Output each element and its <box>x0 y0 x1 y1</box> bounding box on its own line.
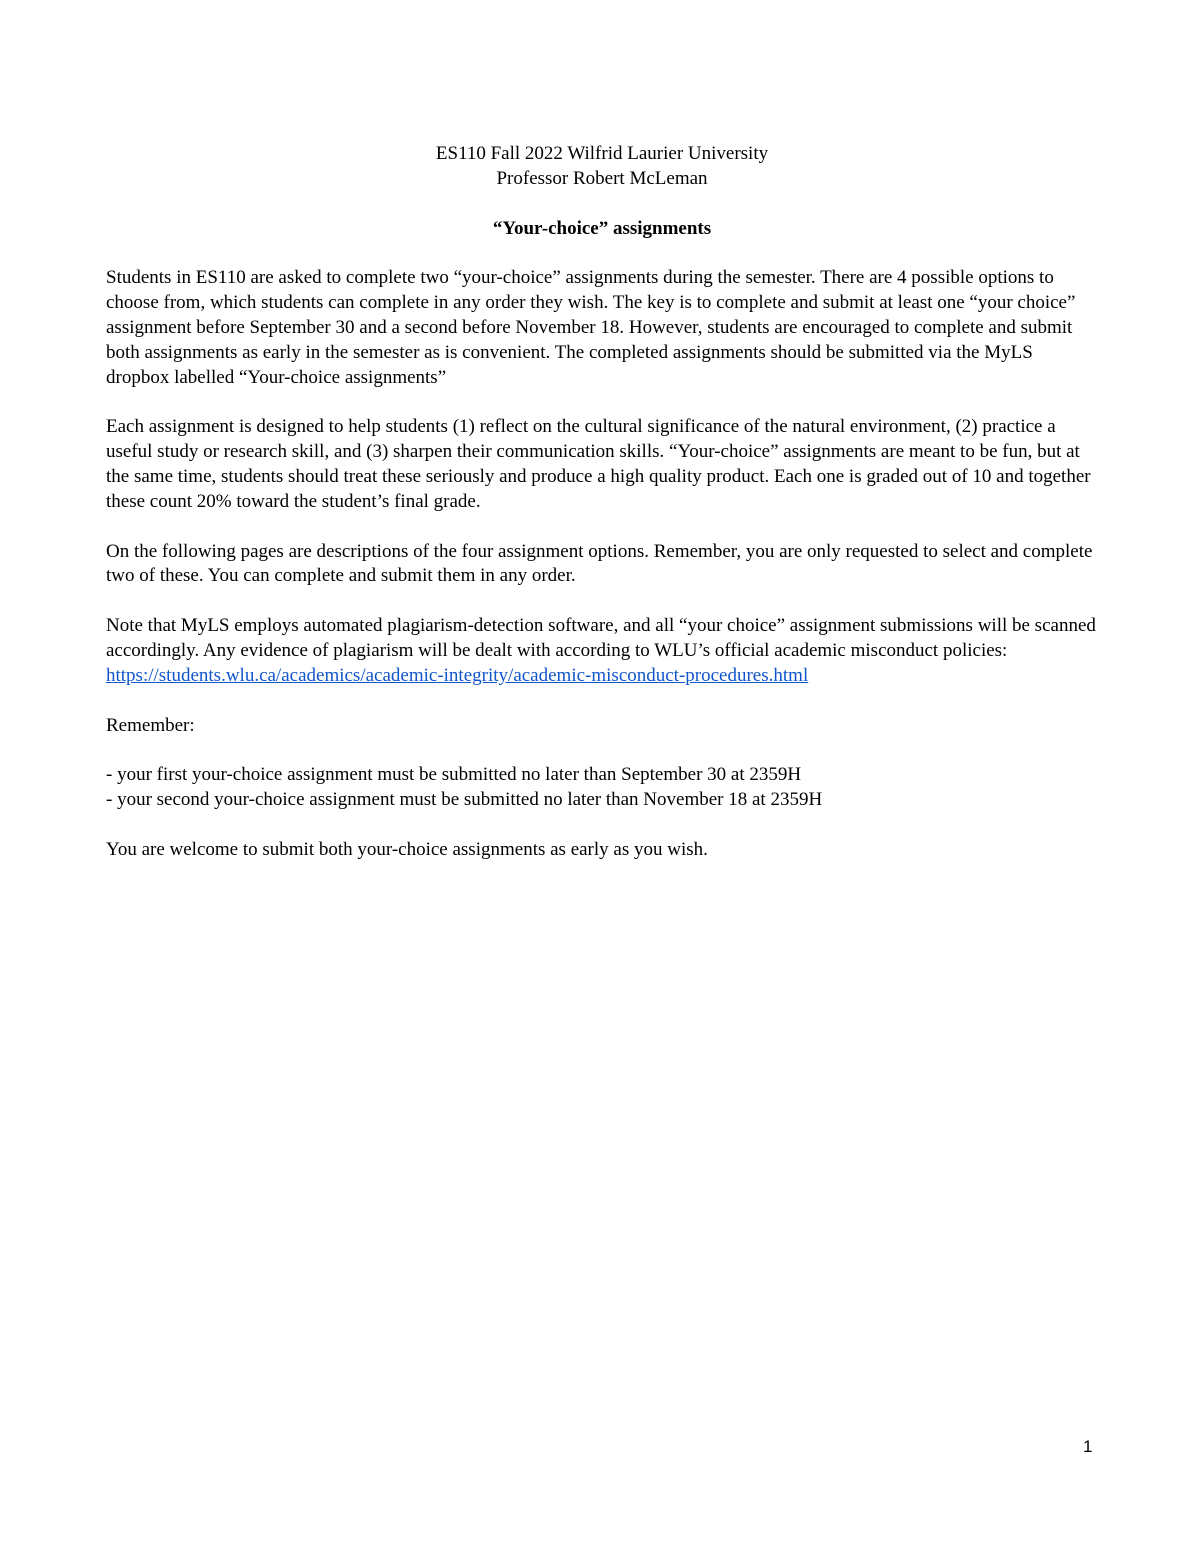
deadline-item-second: - your second your-choice assignment must be submitted no later than November 18 at 2359H <box>106 789 823 811</box>
purpose-paragraph: Each assignment is designed to help students (1) reflect on the cultural significance of the natural environment, (2) practice a useful study or research skill, and (3) sharpen their communication skills. “Your-choice” assignments are meant to be fun, but at the same time, students should treat these seriously and produce a high quality product. Each one is graded out of 10 and together these count 20% toward the student’s final grade. <box>106 416 1091 512</box>
document-header <box>106 142 1098 192</box>
document-title: “Your-choice” assignments <box>492 217 712 239</box>
plagiarism-paragraph <box>106 614 1098 688</box>
misconduct-policy-link[interactable]: https://students.wlu.ca/academics/academic-integrity/academic-misconduct-procedures.html <box>106 664 809 686</box>
deadline-list <box>106 763 1098 813</box>
remember-heading: Remember: <box>106 714 195 736</box>
intro-paragraph: Students in ES110 are asked to complete two “your-choice” assignments during the semester. There are 4 possible options to choose from, which students can complete in any order they wish. The key is to complete and submit at least one “your choice” assignment before September 30 and a second before November 18. However, students are encouraged to complete and submit both assignments as early in the semester as is convenient. The completed assignments should be submitted via the MyLS dropbox labelled “Your-choice assignments” <box>106 267 1076 388</box>
professor-name: Professor Robert McLeman <box>496 167 708 189</box>
course-heading: ES110 Fall 2022 Wilfrid Laurier University <box>435 143 769 164</box>
deadline-item-first: - your first your-choice assignment must be submitted no later than September 30 at 2359H <box>106 764 802 786</box>
plagiarism-text: Note that MyLS employs automated plagiarism-detection software, and all “your choice” assignment submissions will be scanned accordingly. Any evidence of plagiarism will be dealt with according to WLU’s official academic misconduct policies: <box>106 615 1096 661</box>
options-paragraph: On the following pages are descriptions of the four assignment options. Remember, you are only requested to select and complete two of these. You can complete and submit them in any order. <box>106 540 1093 587</box>
document-page <box>106 142 1098 863</box>
page-number: 1 <box>1083 1437 1093 1456</box>
closing-paragraph: You are welcome to submit both your-choice assignments as early as you wish. <box>106 838 708 860</box>
